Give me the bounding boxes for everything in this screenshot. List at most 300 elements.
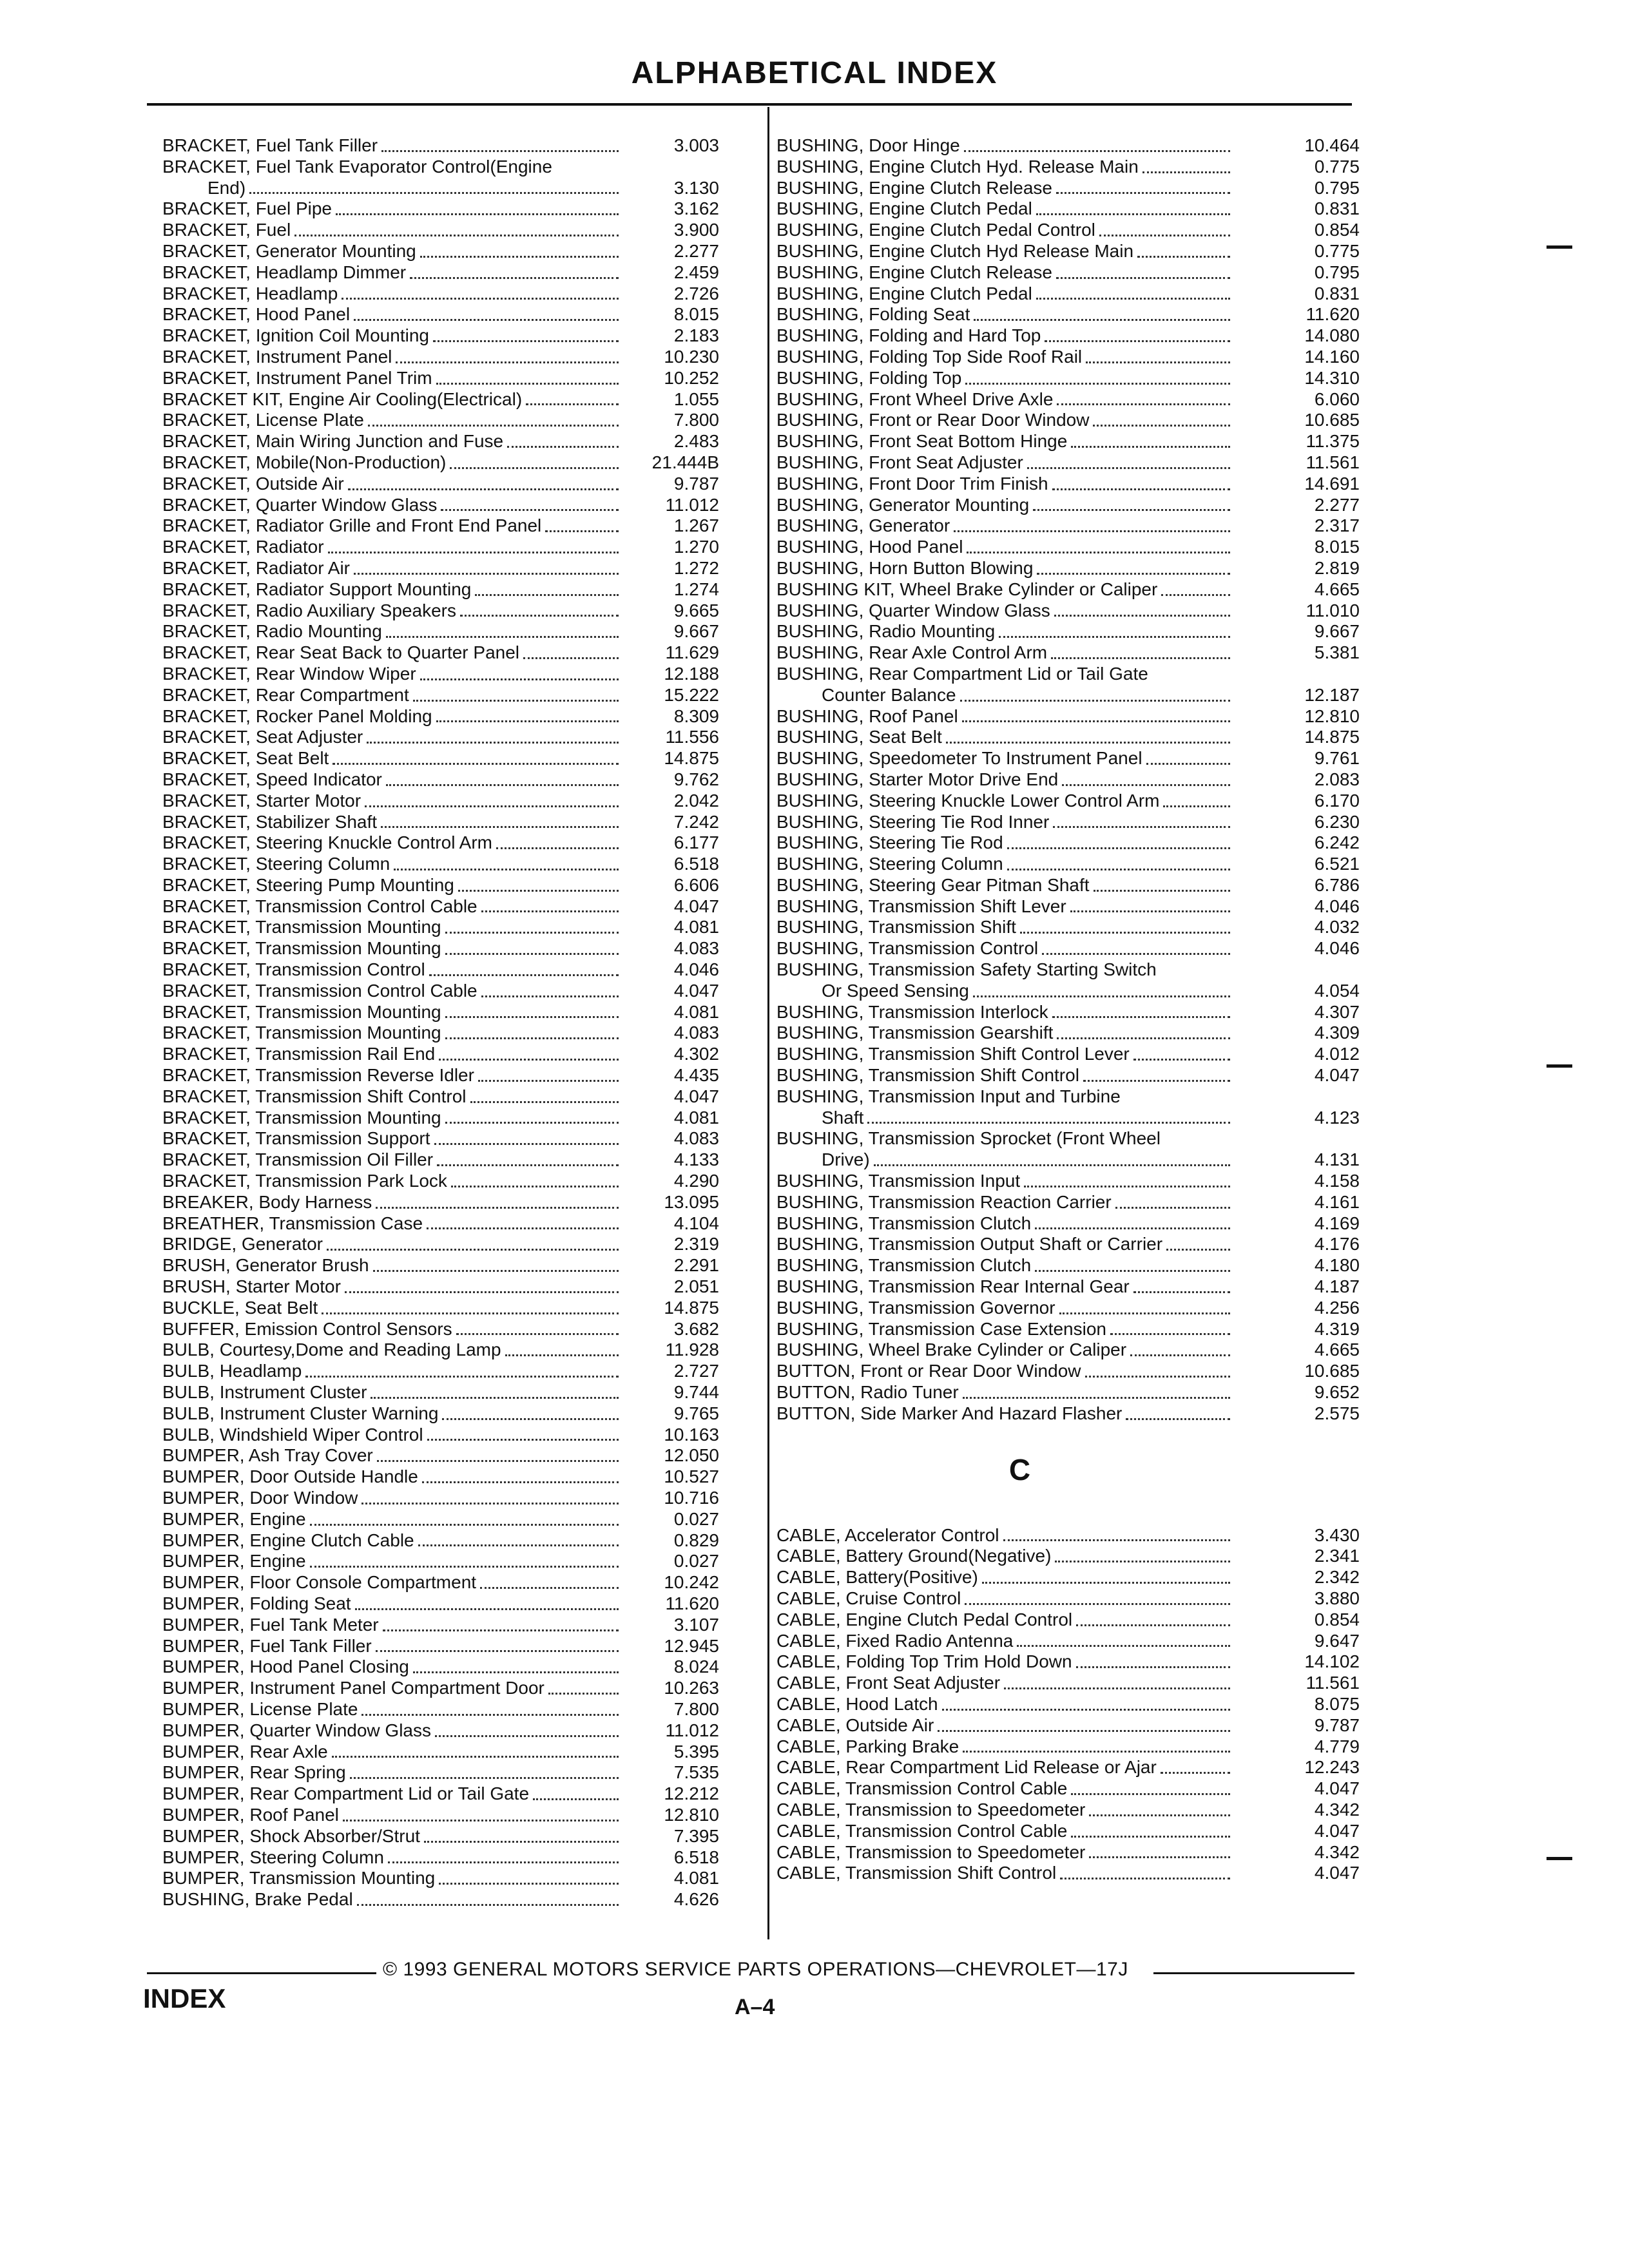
index-entry: [776, 769, 1360, 791]
entry-label: BUSHING, Door Hinge: [776, 135, 960, 155]
dot-leader: [1017, 1641, 1230, 1647]
dot-leader: [427, 1224, 619, 1229]
entry-page-ref: 14.102: [1304, 1651, 1360, 1672]
index-entry: [162, 685, 719, 706]
index-entry: [162, 1488, 719, 1509]
dot-leader: [433, 336, 619, 342]
footer-copyright: © 1993 GENERAL MOTORS SERVICE PARTS OPERATIONS—CHEVROLET—17J: [383, 1959, 1128, 1980]
entry-label: BUSHING, Roof Panel: [776, 706, 958, 726]
dot-leader: [1086, 358, 1230, 363]
entry-page-ref: 4.176: [1314, 1234, 1360, 1254]
index-entry: [162, 1466, 719, 1488]
entry-page-ref: 10.252: [664, 367, 719, 388]
index-entry: [162, 241, 719, 262]
index-entry: [776, 1778, 1360, 1800]
index-entry: [776, 1863, 1360, 1884]
dot-leader: [427, 1435, 619, 1441]
entry-page-ref: 0.854: [1314, 1609, 1360, 1629]
entry-page-ref: 2.042: [673, 790, 719, 811]
entry-page-ref: 4.081: [673, 917, 719, 937]
index-entry: [162, 537, 719, 558]
entry-label: BUSHING, Rear Compartment Lid or Tail Gate: [776, 663, 1148, 684]
dot-leader: [439, 1879, 619, 1885]
dot-leader: [1137, 252, 1230, 258]
dot-leader: [1057, 399, 1230, 405]
dot-leader: [946, 738, 1230, 744]
entry-label: BUSHING, Transmission Clutch: [776, 1213, 1032, 1233]
index-entry: [776, 1234, 1360, 1255]
entry-page-ref: 0.027: [673, 1508, 719, 1529]
dot-leader: [1027, 463, 1230, 469]
dot-leader: [496, 843, 619, 849]
entry-label: BRACKET, Transmission Mounting: [162, 1107, 441, 1128]
entry-page-ref: 11.375: [1306, 431, 1360, 452]
dot-leader: [435, 1731, 619, 1737]
entry-label: BUMPER, Folding Seat: [162, 1593, 351, 1613]
index-entry: [776, 1800, 1360, 1821]
index-entry: [162, 135, 719, 157]
entry-label: BUSHING, Transmission Shift: [776, 917, 1016, 937]
entry-label: CABLE, Battery(Positive): [776, 1567, 978, 1588]
index-entry: [776, 284, 1360, 305]
entry-label: BUMPER, Roof Panel: [162, 1804, 339, 1825]
entry-label: BUTTON, Front or Rear Door Window: [776, 1361, 1081, 1381]
entry-label: BUSHING, Speedometer To Instrument Panel: [776, 748, 1142, 769]
index-entry: [776, 1171, 1360, 1192]
index-entry: [776, 601, 1360, 622]
entry-page-ref: 12.212: [664, 1783, 719, 1804]
index-entry: [162, 601, 719, 622]
dot-leader: [1007, 865, 1230, 870]
dot-leader: [445, 949, 619, 955]
entry-page-ref: 4.083: [673, 938, 719, 959]
entry-page-ref: 12.188: [664, 663, 719, 684]
index-entry: [776, 1525, 1360, 1546]
index-entry: [162, 1065, 719, 1086]
index-entry: [776, 854, 1360, 875]
entry-page-ref: 10.242: [664, 1572, 719, 1593]
entry-page-ref: 0.027: [673, 1551, 719, 1571]
entry-label: BUSHING, Transmission Shift Control Lever: [776, 1044, 1130, 1064]
dot-leader: [445, 928, 619, 934]
dot-leader: [1110, 1329, 1230, 1335]
dot-leader: [333, 759, 619, 765]
index-entry: [776, 452, 1360, 474]
entry-label: BULB, Courtesy,Dome and Reading Lamp: [162, 1340, 501, 1360]
entry-page-ref: 13.095: [664, 1191, 719, 1212]
index-entry: [776, 917, 1360, 938]
index-entry: [162, 1108, 719, 1129]
entry-page-ref: 4.307: [1314, 1001, 1360, 1022]
entry-page-ref: 0.831: [1314, 198, 1360, 219]
index-entry: [162, 1023, 719, 1044]
entry-label: BRACKET, Transmission Reverse Idler: [162, 1065, 474, 1086]
entry-page-ref: 4.081: [673, 1107, 719, 1128]
index-entry: [162, 791, 719, 812]
dot-leader: [376, 1646, 619, 1652]
dot-leader: [507, 442, 619, 448]
entry-label: BUSHING, Folding Top Side Roof Rail: [776, 346, 1083, 367]
entry-page-ref: 4.054: [1314, 980, 1360, 1001]
index-entry: [162, 875, 719, 896]
index-entry: [776, 1044, 1360, 1065]
dot-leader: [1071, 1832, 1230, 1838]
entry-page-ref: 9.762: [673, 769, 719, 789]
index-entry: [776, 1002, 1360, 1023]
dot-leader: [373, 1266, 619, 1272]
entry-page-ref: 4.302: [673, 1044, 719, 1064]
entry-page-ref: 4.046: [1314, 938, 1360, 959]
entry-label: BUMPER, Instrument Panel Compartment Door: [162, 1678, 545, 1698]
entry-label: BUSHING, Rear Axle Control Arm: [776, 642, 1048, 663]
entry-label: BUMPER, Quarter Window Glass: [162, 1720, 431, 1740]
index-entry: [776, 1255, 1360, 1276]
dot-leader: [1051, 653, 1230, 659]
entry-page-ref: 8.309: [673, 706, 719, 726]
entry-page-ref: 3.430: [1314, 1524, 1360, 1545]
dot-leader: [480, 1583, 619, 1589]
dot-leader: [418, 1541, 619, 1546]
dot-leader: [526, 399, 619, 405]
entry-label: BREAKER, Body Harness: [162, 1191, 372, 1212]
page-number: A–4: [735, 1995, 775, 2019]
entry-page-ref: 3.130: [673, 177, 719, 198]
entry-page-ref: 5.395: [673, 1741, 719, 1762]
entry-label: BRACKET, Transmission Mounting: [162, 938, 441, 959]
dot-leader: [348, 485, 619, 490]
entry-label: BRACKET, Headlamp Dimmer: [162, 262, 407, 282]
index-entry: [776, 981, 1360, 1002]
entry-page-ref: 4.047: [1314, 1065, 1360, 1086]
entry-label: BUSHING, Transmission Output Shaft or Carrier: [776, 1234, 1163, 1254]
entry-page-ref: 4.032: [1314, 917, 1360, 937]
entry-page-ref: 4.012: [1314, 1044, 1360, 1064]
entry-label: BRACKET, Fuel Tank Filler: [162, 135, 378, 155]
index-entry: [162, 410, 719, 431]
entry-label: BUTTON, Side Marker And Hazard Flasher: [776, 1403, 1123, 1423]
entry-label: BRACKET, Steering Knuckle Control Arm: [162, 832, 492, 853]
entry-label: BUSHING, Front Seat Bottom Hinge: [776, 431, 1068, 452]
entry-label: BRACKET, Transmission Rail End: [162, 1044, 436, 1064]
entry-label: BUSHING, Wheel Brake Cylinder or Caliper: [776, 1340, 1127, 1360]
index-entry: [162, 1720, 719, 1742]
index-entry: [162, 981, 719, 1002]
dot-leader: [350, 1773, 619, 1779]
entry-page-ref: 4.046: [1314, 896, 1360, 916]
entry-label: BUSHING, Folding Top: [776, 367, 962, 388]
entry-label: BUSHING, Transmission Case Extension: [776, 1318, 1106, 1339]
dot-leader: [354, 315, 619, 321]
index-entry: [776, 1588, 1360, 1610]
entry-page-ref: 10.163: [664, 1424, 719, 1445]
entry-page-ref: 8.024: [673, 1657, 719, 1677]
index-entry: [776, 410, 1360, 431]
dot-leader: [942, 1705, 1230, 1711]
dot-leader: [1055, 1557, 1230, 1562]
entry-page-ref: 0.831: [1314, 283, 1360, 303]
entry-page-ref: 12.243: [1304, 1757, 1360, 1778]
index-entry: [162, 515, 719, 537]
index-entry: [776, 1213, 1360, 1235]
entry-label: BRACKET, Transmission Shift Control: [162, 1086, 467, 1106]
index-entry: [162, 706, 719, 727]
dot-leader: [1045, 336, 1230, 342]
entry-label: BRACKET, Stabilizer Shaft: [162, 811, 378, 832]
entry-label: BUSHING, Transmission Shift Lever: [776, 896, 1066, 916]
index-entry: [776, 1108, 1360, 1129]
index-entry: [162, 579, 719, 601]
entry-label: Or Speed Sensing: [822, 980, 969, 1001]
index-entry: [162, 1044, 719, 1065]
index-group-c: [776, 1525, 1360, 1885]
entry-page-ref: 14.080: [1304, 325, 1360, 346]
index-entry: [162, 769, 719, 791]
dot-leader: [1036, 294, 1230, 300]
entry-page-ref: 3.880: [1314, 1588, 1360, 1608]
entry-page-ref: 2.183: [673, 325, 719, 346]
index-entry: [162, 431, 719, 452]
entry-label: BUSHING, Steering Tie Rod Inner: [776, 811, 1050, 832]
entry-page-ref: 4.158: [1314, 1171, 1360, 1191]
index-entry: [776, 431, 1360, 452]
entry-label: BUSHING, Starter Motor Drive End: [776, 769, 1059, 789]
dot-leader: [1035, 1224, 1230, 1229]
entry-page-ref: 2.319: [673, 1234, 719, 1254]
entry-page-ref: 11.561: [1306, 452, 1360, 472]
index-entry: [776, 1319, 1360, 1340]
index-entry: [162, 1847, 719, 1869]
index-entry: [776, 875, 1360, 896]
index-entry: [162, 452, 719, 474]
index-entry: [162, 1128, 719, 1149]
index-entry: [776, 515, 1360, 537]
entry-page-ref: 9.652: [1314, 1382, 1360, 1403]
index-entry: [162, 664, 719, 685]
entry-label: BUMPER, Engine: [162, 1508, 306, 1529]
page-title: ALPHABETICAL INDEX: [631, 56, 998, 90]
entry-page-ref: 4.047: [1314, 1863, 1360, 1883]
index-entry: [776, 389, 1360, 410]
entry-page-ref: 4.083: [673, 1128, 719, 1149]
dot-leader: [1070, 907, 1230, 912]
dot-leader: [386, 780, 619, 786]
dot-leader: [523, 653, 619, 659]
index-entry: [776, 220, 1360, 241]
index-entry: [162, 1551, 719, 1572]
entry-label: BUSHING, Transmission Clutch: [776, 1255, 1032, 1276]
entry-page-ref: 3.900: [673, 220, 719, 240]
dot-leader: [1024, 1182, 1230, 1187]
entry-label: BUMPER, Rear Spring: [162, 1762, 346, 1783]
index-entry: [776, 1757, 1360, 1778]
index-entry: [776, 832, 1360, 854]
entry-label: BUSHING, Transmission Input: [776, 1171, 1021, 1191]
entry-page-ref: 8.075: [1314, 1693, 1360, 1714]
entry-label: BRACKET, Headlamp: [162, 283, 338, 303]
entry-label: CABLE, Accelerator Control: [776, 1524, 999, 1545]
dot-leader: [1142, 168, 1230, 173]
dot-leader: [481, 907, 619, 912]
entry-page-ref: 9.765: [673, 1403, 719, 1423]
entry-page-ref: 8.015: [1314, 537, 1360, 557]
entry-page-ref: 11.012: [665, 1720, 719, 1740]
dot-leader: [965, 379, 1230, 385]
dot-leader: [1059, 1309, 1230, 1314]
entry-label: BRACKET, Rocker Panel Molding: [162, 706, 432, 726]
index-entry: [162, 1678, 719, 1699]
entry-page-ref: 4.779: [1314, 1736, 1360, 1756]
entry-label: BRIDGE, Generator: [162, 1234, 323, 1254]
entry-label: BRACKET, Rear Window Wiper: [162, 663, 416, 684]
index-entry: [776, 1403, 1360, 1425]
index-entry: [162, 748, 719, 769]
entry-page-ref: 10.716: [664, 1488, 719, 1508]
entry-page-ref: 0.795: [1314, 177, 1360, 198]
entry-page-ref: 2.277: [673, 240, 719, 261]
entry-page-ref: 11.010: [1306, 600, 1360, 620]
entry-page-ref: 7.800: [673, 1698, 719, 1719]
entry-page-ref: 14.691: [1304, 473, 1360, 494]
entry-label: CABLE, Battery Ground(Negative): [776, 1546, 1052, 1566]
entry-label: BUSHING, Front Wheel Drive Axle: [776, 389, 1054, 409]
entry-page-ref: 4.180: [1314, 1255, 1360, 1276]
entry-page-ref: 1.267: [673, 515, 719, 536]
index-entry: [776, 1298, 1360, 1319]
dot-leader: [376, 1203, 619, 1209]
entry-page-ref: 4.047: [673, 980, 719, 1001]
index-entry: [162, 178, 719, 199]
entry-page-ref: 14.310: [1304, 367, 1360, 388]
entry-label: BUMPER, Floor Console Compartment: [162, 1572, 477, 1593]
entry-label: BRACKET, Radiator: [162, 537, 324, 557]
entry-label: CABLE, Engine Clutch Pedal Control: [776, 1609, 1073, 1629]
entry-label: BRACKET, Radiator Support Mounting: [162, 579, 472, 599]
entry-label: BRACKET, Transmission Control: [162, 959, 425, 980]
dot-leader: [381, 146, 619, 152]
index-entry: [776, 938, 1360, 959]
dot-leader: [310, 1562, 619, 1568]
dot-leader: [1003, 1535, 1231, 1541]
index-entry: [162, 1889, 719, 1910]
index-entry: [162, 1615, 719, 1636]
dot-leader: [361, 1710, 619, 1716]
dot-leader: [1033, 505, 1230, 511]
dot-leader: [413, 696, 619, 702]
entry-page-ref: 4.256: [1314, 1297, 1360, 1318]
entry-label: BUSHING, Transmission Governor: [776, 1297, 1055, 1318]
entry-page-ref: 7.242: [673, 811, 719, 832]
entry-label: BUSHING, Radio Mounting: [776, 621, 996, 642]
entry-label: BRACKET, Rear Compartment: [162, 684, 409, 705]
index-entry: [162, 1593, 719, 1615]
dot-leader: [365, 802, 619, 807]
margin-mark: [1547, 1064, 1572, 1068]
entry-page-ref: 2.459: [673, 262, 719, 282]
entry-page-ref: 5.381: [1314, 642, 1360, 663]
dot-leader: [1052, 485, 1230, 490]
entry-page-ref: 8.015: [673, 304, 719, 325]
entry-page-ref: 3.682: [673, 1318, 719, 1339]
entry-label: BUSHING, Generator: [776, 515, 950, 536]
entry-page-ref: 14.875: [664, 748, 719, 769]
dot-leader: [434, 1139, 619, 1145]
index-entry: [162, 1530, 719, 1552]
footer-rule-right: [1153, 1972, 1354, 1974]
entry-label: BRACKET, Fuel Tank Evaporator Control(Engine: [162, 156, 552, 177]
dot-leader: [1054, 611, 1230, 617]
entry-page-ref: 9.647: [1314, 1630, 1360, 1651]
entry-page-ref: 2.342: [1314, 1567, 1360, 1588]
entry-label: CABLE, Fixed Radio Antenna: [776, 1630, 1014, 1651]
dot-leader: [478, 1076, 619, 1082]
index-entry: [776, 1567, 1360, 1588]
index-entry: [162, 832, 719, 854]
entry-label: CABLE, Outside Air: [776, 1715, 934, 1735]
dot-leader: [1076, 1620, 1230, 1626]
entry-page-ref: 6.060: [1314, 389, 1360, 409]
entry-page-ref: 6.786: [1314, 874, 1360, 895]
entry-label: BUMPER, Hood Panel Closing: [162, 1657, 409, 1677]
entry-label: BRACKET, Fuel Pipe: [162, 198, 332, 219]
index-entry: [776, 178, 1360, 199]
entry-label: BUMPER, Rear Compartment Lid or Tail Gate: [162, 1783, 530, 1804]
entry-page-ref: 1.270: [673, 537, 719, 557]
index-entry: [162, 1319, 719, 1340]
dot-leader: [982, 1578, 1230, 1584]
index-entry: [776, 685, 1360, 706]
entry-label: BRACKET KIT, Engine Air Cooling(Electrical): [162, 389, 523, 409]
entry-label: BUMPER, Engine: [162, 1551, 306, 1571]
entry-page-ref: 9.787: [1314, 1715, 1360, 1735]
dot-leader: [545, 526, 619, 532]
dot-leader: [1071, 442, 1230, 448]
index-group-b: [776, 135, 1360, 1425]
entry-page-ref: 12.945: [664, 1635, 719, 1656]
index-entry: [776, 1694, 1360, 1715]
index-entry: [776, 368, 1360, 389]
dot-leader: [965, 1599, 1230, 1605]
dot-leader: [1052, 1012, 1230, 1018]
index-entry: [162, 938, 719, 959]
entry-page-ref: 15.222: [664, 684, 719, 705]
dot-leader: [963, 1747, 1230, 1753]
entry-page-ref: 4.161: [1314, 1191, 1360, 1212]
index-entry: [776, 325, 1360, 347]
index-entry: [776, 791, 1360, 812]
entry-page-ref: 2.819: [1314, 557, 1360, 578]
index-entry: [776, 1128, 1360, 1149]
index-entry: [162, 621, 719, 642]
entry-page-ref: 12.050: [664, 1445, 719, 1466]
entry-label: BRUSH, Generator Brush: [162, 1255, 369, 1276]
index-entry: [776, 347, 1360, 368]
footer-section-label: INDEX: [143, 1983, 226, 2013]
dot-leader: [345, 1287, 619, 1293]
index-entry: [776, 1546, 1360, 1567]
index-entry: [776, 1382, 1360, 1403]
dot-leader: [1076, 1662, 1230, 1668]
index-entry: [776, 621, 1360, 642]
dot-leader: [1133, 1287, 1230, 1293]
entry-label: BUSHING, Seat Belt: [776, 727, 942, 747]
entry-label: BRACKET, Radiator Grille and Front End Panel: [162, 515, 542, 536]
entry-label: BRACKET, Mobile(Non-Production): [162, 452, 447, 472]
entry-page-ref: 0.795: [1314, 262, 1360, 282]
entry-label: BUSHING, Transmission Interlock: [776, 1001, 1048, 1022]
entry-page-ref: 21.444B: [651, 452, 719, 472]
dot-leader: [445, 1033, 619, 1039]
entry-page-ref: 10.230: [664, 346, 719, 367]
